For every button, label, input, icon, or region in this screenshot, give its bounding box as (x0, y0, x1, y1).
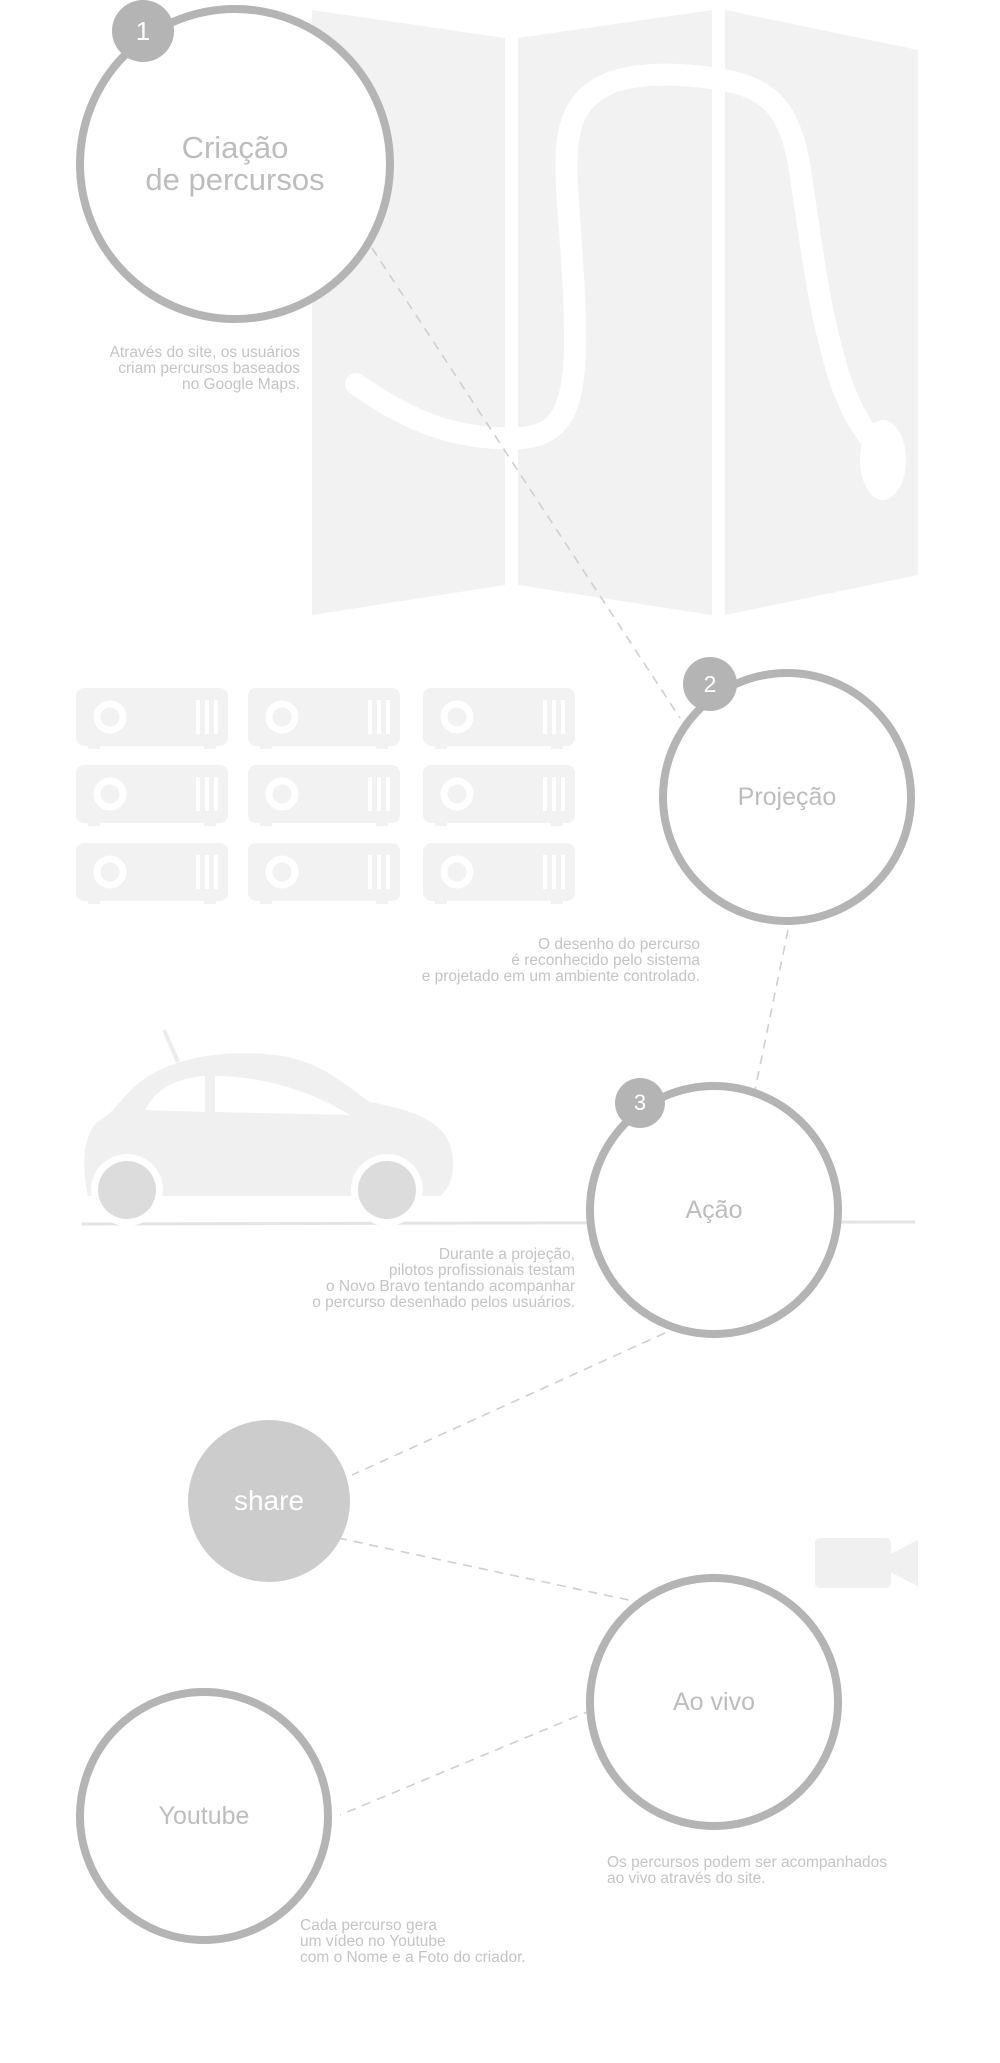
live-title: Ao vivo (673, 1687, 755, 1716)
step-description: Através do site, os usuários criam percursos baseados no Google Maps. (109, 344, 300, 393)
projector-unit (248, 765, 400, 826)
share-button[interactable]: share (188, 1420, 350, 1582)
video-camera-icon (815, 1538, 918, 1588)
step-description: O desenho do percurso é reconhecido pelo sistema e projetado em um ambiente controlado. (421, 936, 700, 985)
step-title: Projeção (737, 782, 837, 811)
step-number-badge: 2 (683, 657, 737, 711)
live-description: Os percursos podem ser acompanhados ao vivo através do site. (607, 1854, 888, 1887)
step-title-line: Criação (181, 130, 289, 165)
projector-unit (423, 688, 575, 749)
step-number-badge: 3 (615, 1078, 665, 1128)
projector-unit (76, 688, 228, 749)
projector-unit (423, 843, 575, 904)
projector-unit (76, 765, 228, 826)
projector-unit (423, 765, 575, 826)
projector-icon (76, 688, 575, 904)
step-description: Durante a projeção, pilotos profissionais testam o Novo Bravo tentando acompanhar o percurso desenhado pelos usuários. (312, 1246, 575, 1311)
step-number-badge: 1 (112, 0, 174, 62)
step-title: Ação (685, 1195, 743, 1224)
map-icon (312, 10, 918, 615)
step-title-line: de percursos (145, 162, 325, 197)
step-title (145, 132, 324, 196)
projector-unit (248, 688, 400, 749)
live-circle (586, 1574, 842, 1830)
projector-unit (248, 843, 400, 904)
youtube-description: Cada percurso gera um vídeo no Youtube com o Nome e a Foto do criador. (300, 1917, 526, 1966)
youtube-circle (76, 1688, 332, 1944)
youtube-title: Youtube (158, 1801, 250, 1830)
projector-unit (76, 843, 228, 904)
